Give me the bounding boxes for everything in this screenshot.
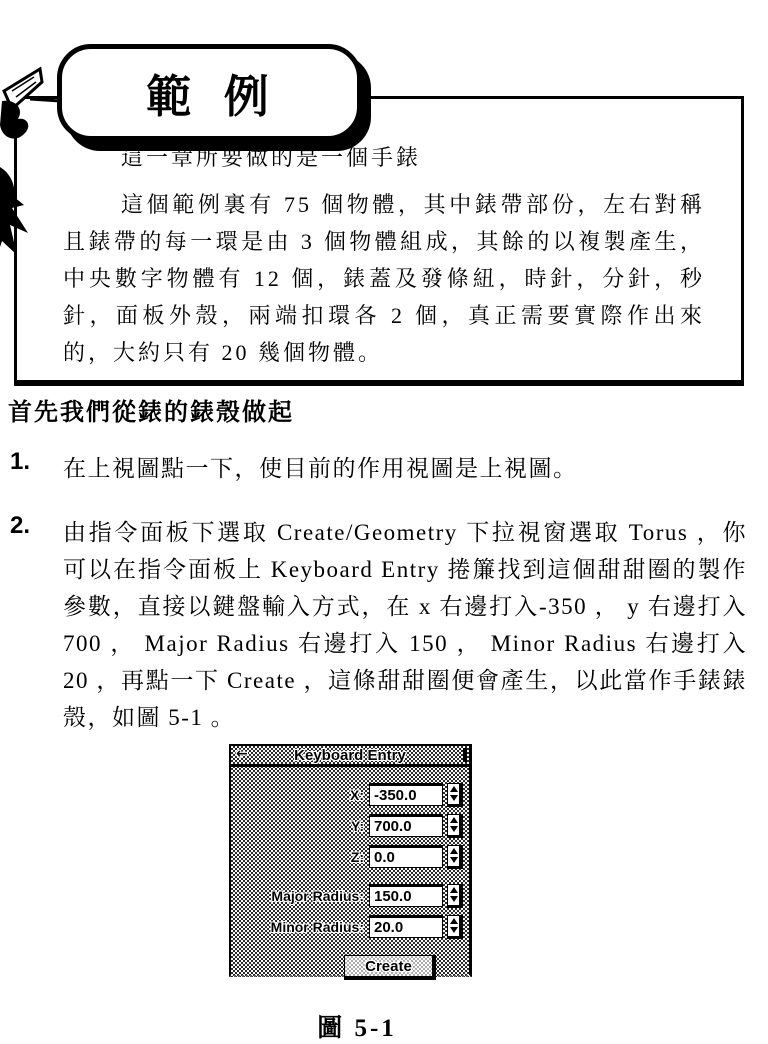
spinner-up-icon[interactable] [450, 848, 458, 854]
minor-radius-label: Minor Radius: [270, 918, 364, 935]
major-radius-row [231, 882, 463, 909]
spinner-down-icon[interactable] [450, 927, 458, 933]
x-row [231, 781, 463, 808]
spinner-down-icon[interactable] [450, 896, 458, 902]
x-field[interactable] [369, 783, 443, 806]
create-row [231, 955, 436, 980]
x-spinner[interactable] [447, 783, 463, 807]
z-spinner[interactable] [447, 845, 463, 869]
spinner-up-icon[interactable] [450, 887, 458, 893]
spinner-down-icon[interactable] [450, 826, 458, 832]
step-2-text: 由指令面板下選取 Create/Geometry 下拉視窗選取 Torus ，你可以在指令面板上 Keyboard Entry 捲簾找到這個甜甜圈的製作參數，直接以鍵盤輸入方式，在 x 右邊打入-350 ， y 右邊打入 700 ， Major Radius 右邊打入 150 ， Minor Radius 右邊打入 20 ，再點一下 Create ，這條甜甜圈便會產生，以此當作手錶錶殼，如圖 5-1 。 [63, 520, 747, 730]
major-radius-label: Major Radius: [271, 887, 364, 904]
major-radius-field[interactable] [369, 884, 443, 907]
y-value: 700.0 [374, 818, 412, 835]
dialog-title: Keyboard Entry [294, 747, 406, 764]
spinner-up-icon[interactable] [450, 786, 458, 792]
minor-radius-row [231, 913, 463, 940]
major-radius-value: 150.0 [374, 888, 412, 905]
example-badge-label: 範 例 [146, 71, 279, 122]
spinner-down-icon[interactable] [450, 857, 458, 863]
y-row [231, 812, 463, 839]
header-tick [463, 748, 467, 762]
z-value: 0.0 [374, 849, 395, 866]
x-label: X: [350, 786, 364, 803]
paragraph-object-count: 這個範例裏有 75 個物體，其中錶帶部份，左右對稱且錶帶的每一環是由 3 個物體組成，其餘的以複製產生，中央數字物體有 12 個，錶蓋及發條紐，時針，分針，秒針，面板外殼，兩端扣環各 2 個，真正需要實際作出來的，大約只有 20 幾個物體。 [63, 192, 705, 365]
paragraph-chapter-goal: 這一章所要做的是一個手錶 [121, 145, 422, 170]
x-value: -350.0 [374, 787, 417, 804]
minor-radius-spinner[interactable] [447, 915, 463, 939]
step-2-number: 2. [10, 512, 31, 539]
spinner-down-icon[interactable] [450, 795, 458, 801]
intro-line: 首先我們從錶的錶殼做起 [8, 400, 294, 426]
z-field[interactable] [369, 845, 443, 868]
y-field[interactable] [369, 814, 443, 837]
keyboard-entry-dialog [229, 744, 472, 977]
create-button[interactable]: Create [344, 955, 436, 980]
rollout-collapse-icon[interactable]: ← [236, 746, 248, 762]
z-row [231, 843, 463, 870]
y-spinner[interactable] [447, 814, 463, 838]
step-1-text: 在上視圖點一下，使目前的作用視圖是上視圖。 [63, 456, 578, 481]
major-radius-spinner[interactable] [447, 884, 463, 908]
step-1-number: 1. [10, 448, 31, 475]
keyboard-entry-rollout-header[interactable] [231, 746, 469, 767]
spinner-up-icon[interactable] [450, 817, 458, 823]
example-badge [57, 44, 362, 141]
minor-radius-value: 20.0 [374, 919, 404, 936]
minor-radius-field[interactable] [369, 915, 443, 938]
y-label: Y: [351, 817, 364, 834]
spinner-up-icon[interactable] [450, 918, 458, 924]
z-label: Z: [350, 848, 364, 865]
figure-caption: 圖 5-1 [317, 1015, 397, 1042]
